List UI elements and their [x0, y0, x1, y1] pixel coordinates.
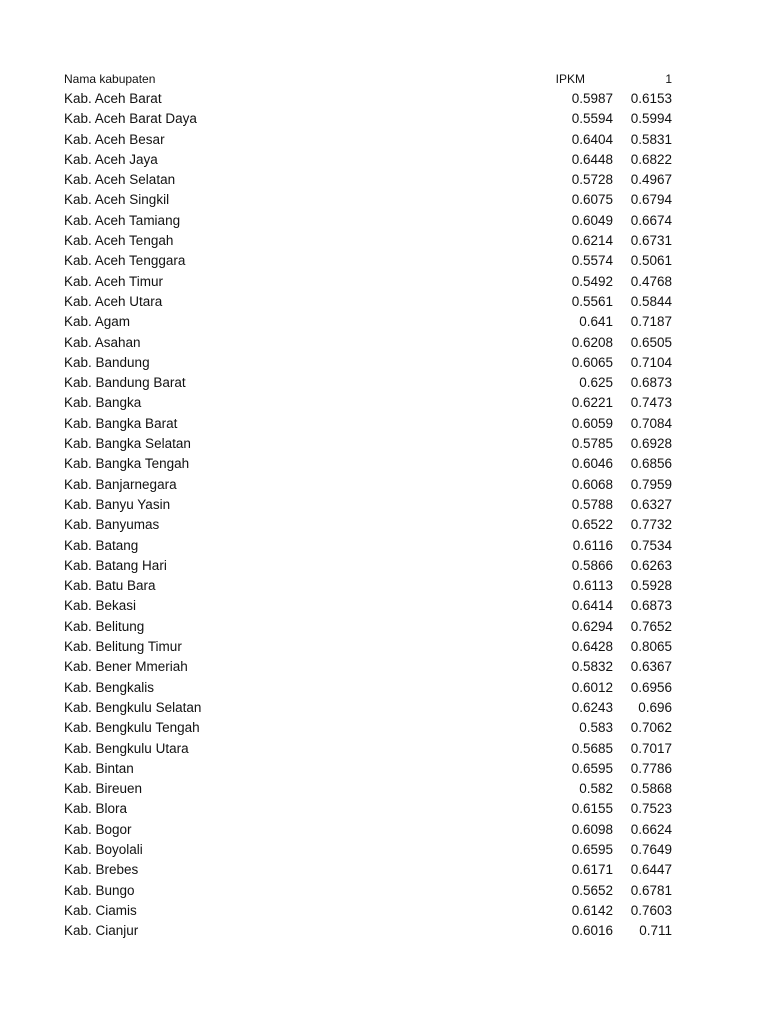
cell-ipkm: 0.5685 [571, 740, 613, 756]
cell-name: Kab. Bekasi [64, 598, 137, 614]
cell-name: Kab. Bengkulu Utara [64, 740, 189, 756]
table-row [64, 657, 676, 677]
cell-name: Kab. Batang Hari [64, 557, 167, 573]
table-row [64, 637, 676, 657]
table-row [64, 515, 676, 535]
cell-ipkm: 0.6595 [571, 841, 613, 857]
table-body [64, 89, 676, 941]
cell-ipkm: 0.5987 [571, 91, 613, 106]
table-row [64, 333, 676, 353]
cell-name: Kab. Aceh Tengah [64, 233, 174, 249]
cell-name: Kab. Aceh Singkil [64, 192, 170, 208]
table-row [64, 312, 676, 332]
cell-name: Kab. Bengkulu Selatan [64, 699, 202, 715]
cell-name: Kab. Boyolali [64, 841, 143, 857]
cell-value-1: 0.7534 [630, 537, 672, 553]
cell-name: Kab. Bangka Selatan [64, 436, 191, 452]
cell-name: Kab. Blora [64, 801, 128, 817]
cell-ipkm: 0.6428 [571, 639, 613, 655]
cell-value-1: 0.6822 [630, 151, 672, 167]
table-row [64, 617, 676, 637]
cell-name: Kab. Belitung [64, 618, 145, 634]
cell-value-1: 0.6505 [630, 334, 672, 350]
cell-value-1: 0.6624 [630, 821, 672, 837]
cell-value-1: 0.6928 [630, 436, 672, 452]
cell-ipkm: 0.6243 [571, 699, 613, 715]
table-row [64, 292, 676, 312]
cell-name: Kab. Aceh Barat [64, 91, 162, 106]
cell-name: Kab. Bogor [64, 821, 132, 837]
cell-name: Kab. Asahan [64, 334, 141, 350]
cell-value-1: 0.7017 [630, 740, 672, 756]
table-row [64, 921, 676, 941]
cell-ipkm: 0.6016 [571, 923, 613, 939]
cell-value-1: 0.711 [639, 923, 672, 939]
cell-value-1: 0.7187 [630, 314, 672, 330]
table-row [64, 678, 676, 698]
table-row [64, 393, 676, 413]
cell-name: Kab. Bandung [64, 354, 150, 370]
cell-ipkm: 0.6208 [571, 334, 613, 350]
cell-ipkm: 0.6414 [571, 598, 613, 614]
table-row [64, 272, 676, 292]
table-row [64, 414, 676, 434]
cell-name: Kab. Bangka [64, 395, 142, 411]
cell-ipkm: 0.6448 [571, 151, 613, 167]
table-row [64, 698, 676, 718]
header-col3: 1 [665, 72, 672, 86]
cell-ipkm: 0.583 [579, 720, 613, 736]
cell-value-1: 0.6263 [630, 557, 672, 573]
table-row [64, 150, 676, 170]
cell-value-1: 0.5868 [630, 781, 672, 797]
table-row [64, 251, 676, 271]
cell-ipkm: 0.6294 [571, 618, 613, 634]
table-row [64, 434, 676, 454]
cell-value-1: 0.5928 [630, 578, 672, 594]
cell-name: Kab. Aceh Besar [64, 131, 165, 147]
cell-name: Kab. Banyumas [64, 517, 160, 533]
cell-ipkm: 0.6404 [571, 131, 613, 147]
table-row [64, 536, 676, 556]
cell-ipkm: 0.625 [579, 375, 613, 391]
cell-value-1: 0.7652 [630, 618, 672, 634]
table-row [64, 211, 676, 231]
cell-name: Kab. Bandung Barat [64, 375, 186, 391]
cell-ipkm: 0.5574 [571, 253, 613, 269]
cell-value-1: 0.4967 [630, 172, 672, 188]
cell-value-1: 0.7523 [630, 801, 672, 817]
cell-ipkm: 0.6046 [571, 456, 613, 472]
table-row [64, 576, 676, 596]
cell-ipkm: 0.6075 [571, 192, 613, 208]
cell-value-1: 0.6873 [630, 598, 672, 614]
cell-ipkm: 0.5594 [571, 111, 613, 127]
cell-name: Kab. Aceh Timur [64, 273, 164, 289]
header-nama-kabupaten: Nama kabupaten [64, 72, 156, 86]
table-row [64, 718, 676, 738]
cell-ipkm: 0.6113 [572, 578, 613, 594]
cell-value-1: 0.5844 [630, 293, 672, 309]
cell-value-1: 0.7786 [630, 760, 672, 776]
cell-name: Kab. Bireuen [64, 781, 143, 797]
cell-value-1: 0.6731 [630, 233, 672, 249]
table-row [64, 596, 676, 616]
cell-value-1: 0.6856 [630, 456, 672, 472]
cell-value-1: 0.7062 [630, 720, 672, 736]
cell-value-1: 0.7084 [630, 415, 672, 431]
table-row [64, 840, 676, 860]
cell-name: Kab. Aceh Barat Daya [64, 111, 197, 127]
table-row [64, 373, 676, 393]
cell-value-1: 0.8065 [630, 639, 672, 655]
data-table [64, 69, 676, 941]
cell-ipkm: 0.6012 [571, 679, 613, 695]
cell-ipkm: 0.6065 [571, 354, 613, 370]
table-row [64, 130, 676, 150]
cell-ipkm: 0.6595 [571, 760, 613, 776]
cell-ipkm: 0.6522 [571, 517, 613, 533]
cell-value-1: 0.6674 [630, 212, 672, 228]
cell-name: Kab. Ciamis [64, 902, 137, 918]
table-row [64, 170, 676, 190]
table-row [64, 739, 676, 759]
table-row [64, 901, 676, 921]
cell-value-1: 0.6956 [630, 679, 672, 695]
cell-name: Kab. Bungo [64, 882, 135, 898]
cell-name: Kab. Bangka Tengah [64, 456, 190, 472]
cell-name: Kab. Aceh Selatan [64, 172, 176, 188]
table-row [64, 109, 676, 129]
table-row [64, 353, 676, 373]
cell-value-1: 0.7959 [630, 476, 672, 492]
table-row [64, 89, 676, 109]
cell-value-1: 0.6367 [630, 659, 672, 675]
cell-name: Kab. Aceh Utara [64, 293, 163, 309]
cell-ipkm: 0.6068 [571, 476, 613, 492]
cell-name: Kab. Agam [64, 314, 131, 330]
cell-value-1: 0.4768 [630, 273, 672, 289]
cell-name: Kab. Bener Mmeriah [64, 659, 188, 675]
cell-name: Kab. Bengkulu Tengah [64, 720, 200, 736]
cell-name: Kab. Aceh Jaya [64, 151, 158, 167]
cell-name: Kab. Batu Bara [64, 578, 156, 594]
cell-ipkm: 0.6142 [571, 902, 613, 918]
cell-value-1: 0.6153 [630, 91, 672, 106]
cell-ipkm: 0.5866 [571, 557, 613, 573]
table-row [64, 231, 676, 251]
cell-value-1: 0.6794 [630, 192, 672, 208]
table-row [64, 799, 676, 819]
table-row [64, 556, 676, 576]
cell-name: Kab. Belitung Timur [64, 639, 182, 655]
cell-name: Kab. Bangka Barat [64, 415, 178, 431]
cell-name: Kab. Cianjur [64, 923, 139, 939]
cell-name: Kab. Aceh Tenggara [64, 253, 186, 269]
cell-value-1: 0.6327 [630, 496, 672, 512]
cell-value-1: 0.7104 [630, 354, 672, 370]
table-row [64, 495, 676, 515]
cell-value-1: 0.5831 [630, 131, 672, 147]
cell-ipkm: 0.6049 [571, 212, 613, 228]
cell-value-1: 0.7473 [630, 395, 672, 411]
cell-value-1: 0.696 [638, 699, 672, 715]
cell-name: Kab. Brebes [64, 862, 139, 878]
cell-ipkm: 0.5788 [571, 496, 613, 512]
cell-value-1: 0.6781 [630, 882, 672, 898]
table-row [64, 190, 676, 210]
cell-ipkm: 0.5785 [571, 436, 613, 452]
cell-value-1: 0.6447 [630, 862, 672, 878]
cell-ipkm: 0.5561 [571, 293, 613, 309]
table-row [64, 820, 676, 840]
table-row [64, 779, 676, 799]
cell-ipkm: 0.5728 [571, 172, 613, 188]
cell-name: Kab. Bintan [64, 760, 134, 776]
table-header-row [64, 69, 676, 89]
header-ipkm: IPKM [555, 72, 585, 86]
cell-ipkm: 0.5652 [571, 882, 613, 898]
cell-ipkm: 0.6155 [571, 801, 613, 817]
table-row [64, 475, 676, 495]
cell-ipkm: 0.6059 [571, 415, 613, 431]
cell-name: Kab. Banyu Yasin [64, 496, 171, 512]
cell-ipkm: 0.5492 [571, 273, 613, 289]
cell-ipkm: 0.6171 [571, 862, 613, 878]
cell-ipkm: 0.6098 [571, 821, 613, 837]
cell-value-1: 0.7649 [630, 841, 672, 857]
table-row [64, 881, 676, 901]
table-row [64, 759, 676, 779]
cell-value-1: 0.5061 [630, 253, 672, 269]
cell-name: Kab. Bengkalis [64, 679, 155, 695]
table-row [64, 860, 676, 880]
cell-value-1: 0.5994 [630, 111, 672, 127]
cell-ipkm: 0.6116 [572, 537, 613, 553]
cell-ipkm: 0.6221 [571, 395, 613, 411]
cell-ipkm: 0.6214 [571, 233, 613, 249]
cell-ipkm: 0.582 [579, 781, 613, 797]
cell-value-1: 0.7732 [630, 517, 672, 533]
cell-ipkm: 0.5832 [571, 659, 613, 675]
table-row [64, 454, 676, 474]
cell-name: Kab. Banjarnegara [64, 476, 177, 492]
cell-ipkm: 0.641 [579, 314, 613, 330]
cell-name: Kab. Batang [64, 537, 139, 553]
cell-value-1: 0.7603 [630, 902, 672, 918]
cell-name: Kab. Aceh Tamiang [64, 212, 181, 228]
cell-value-1: 0.6873 [630, 375, 672, 391]
